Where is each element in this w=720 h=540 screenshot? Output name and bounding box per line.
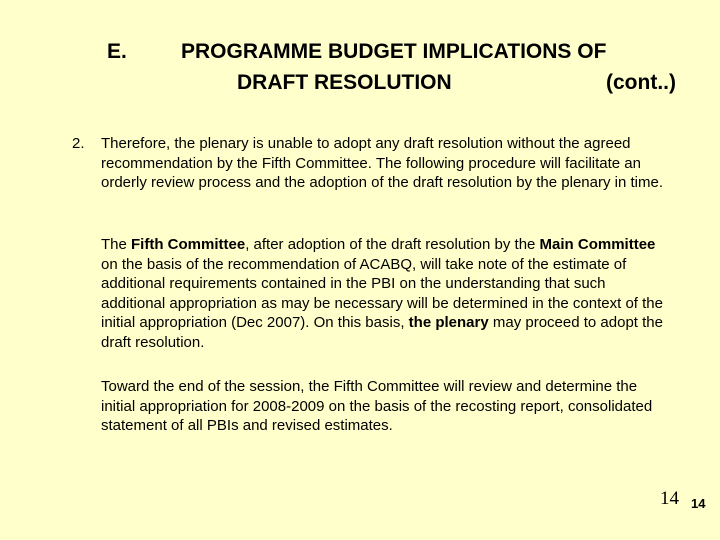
slide-title-line2: DRAFT RESOLUTION [237,71,452,94]
paragraph-1: Therefore, the plenary is unable to adopt any draft resolution without the agreed recommendation by the Fifth Committee. The following procedure will facilitate an orderly review process and the adoption of the draft resolution by the plenary in time. [101,135,663,191]
paragraph-3: Toward the end of the session, the Fifth Committee will review and determine the initial appropriation for 2008-2009 on the basis of the recosting report, consolidated statement of all PBIs and revised estimates. [101,378,653,434]
section-letter: E. [107,40,127,63]
slide-title-line1: PROGRAMME BUDGET IMPLICATIONS OF [181,40,607,63]
slide-title-cont: (cont..) [606,71,676,94]
paragraph-2-text: on the basis of the recommendation of ACABQ, will take note of the estimate of additional requirements contained in the PBI on the understanding that such additional appropriation as may be necessary will be determined in the context of the initial appropriation (Dec 2007). On this basis, [101,255,663,331]
page-number: 14 [660,488,679,509]
paragraph-2-text: may proceed to adopt the draft resolution. [101,314,663,351]
paragraph-2-text: , after adoption of the draft resolution by the [245,236,540,253]
paragraph-2-text: The [101,236,132,253]
main-committee-bold: Main Committee [539,236,656,253]
paragraph-number: 2. [72,135,85,152]
slide-number: 14 [691,496,706,511]
plenary-bold: the plenary [408,314,489,331]
paragraph-2 [101,235,666,352]
fifth-committee-bold: Fifth Committee [131,236,246,253]
